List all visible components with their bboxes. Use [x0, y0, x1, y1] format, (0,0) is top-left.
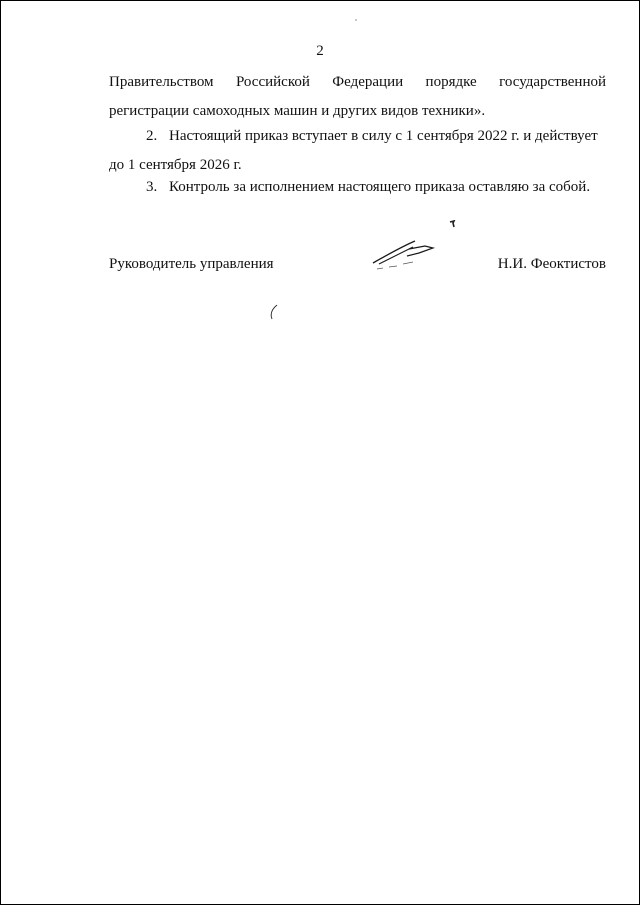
item-number: 2. [146, 128, 158, 144]
signer-position: Руководитель управления [109, 256, 274, 272]
paragraph-continuation [109, 68, 606, 126]
paragraph-item-2 [109, 122, 606, 180]
ink-mark [449, 220, 457, 228]
paragraph-line [109, 68, 606, 97]
paragraph-word: государственной [499, 74, 606, 90]
paragraph-line: до 1 сентября 2026 г. [109, 157, 242, 173]
paragraph-line [109, 122, 606, 151]
signer-name: Н.И. Феоктистов [497, 256, 606, 272]
paragraph-word: Правительством [109, 74, 214, 90]
item-text: Контроль за исполнением настоящего приказа оставляю за собой. [169, 179, 591, 195]
ink-mark [269, 304, 279, 320]
item-number: 3. [146, 179, 158, 195]
handwritten-signature [369, 237, 439, 273]
scan-artifact [355, 19, 357, 21]
paragraph-word: Российской [235, 74, 310, 90]
paragraph-line: регистрации самоходных машин и других видов техники». [109, 103, 486, 119]
paragraph-word: порядке [425, 74, 477, 90]
item-text: Настоящий приказ вступает в силу с 1 сентября 2022 г. и действует [169, 128, 598, 144]
paragraph-word: Федерации [332, 74, 404, 90]
paragraph-line [109, 173, 606, 202]
page-number: 2 [316, 43, 324, 59]
paragraph-item-3 [109, 173, 606, 202]
